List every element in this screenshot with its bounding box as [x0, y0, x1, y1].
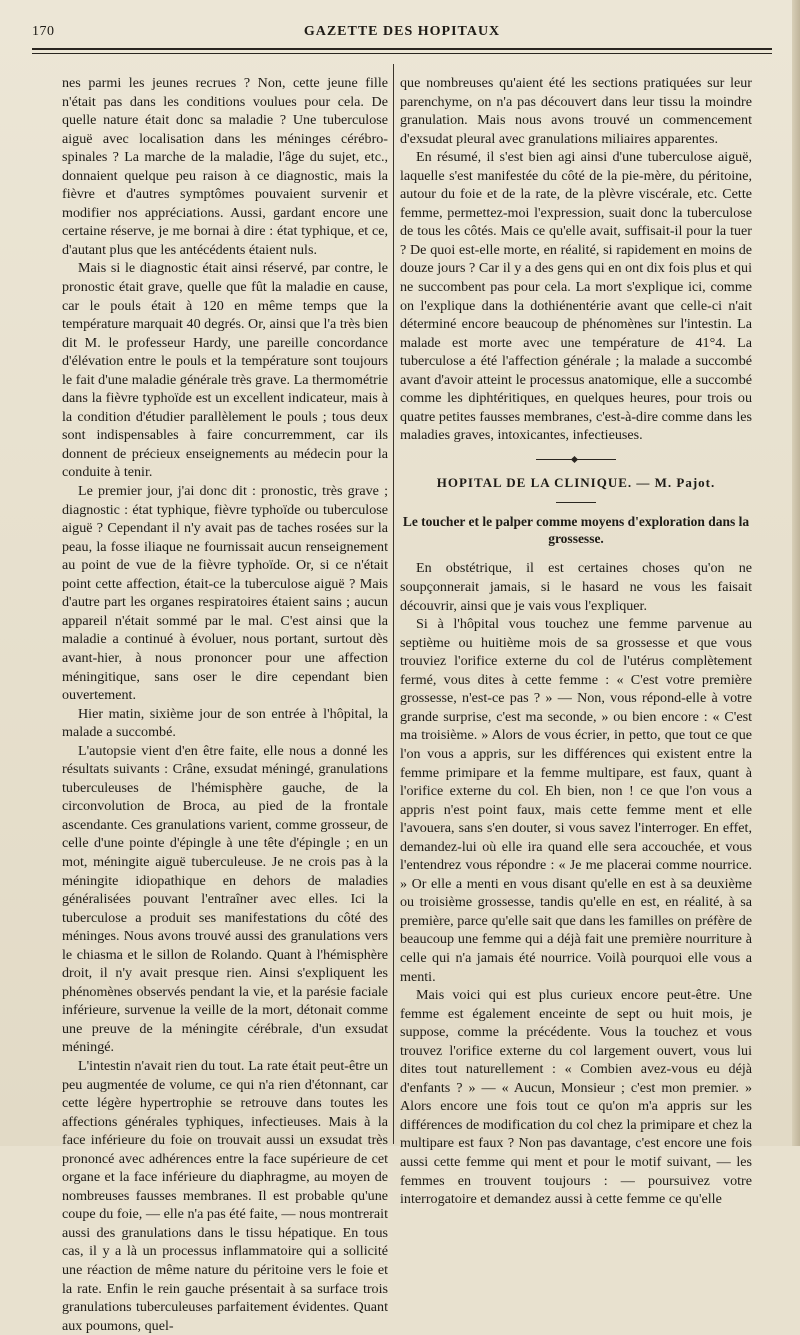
article-title: Le toucher et le palper comme moyens d'exploration dans la grossesse. — [402, 514, 750, 547]
column-divider — [393, 64, 394, 1144]
paragraph: Mais si le diagnostic était ainsi réservé, par contre, le pronostic était grave, quelle que fût la maladie en cause, car le pouls était à 120 en même temps que la température marquait 40 degrés. Or, ainsi que l'a très bien dit M. le professeur Hardy, une pareille concordance d'élévation entre le pouls et la température sont toujours le fait d'une maladie générale très grave. La thermométrie dans la fièvre typhoïde est un excellent indicateur, mais à la condition d'étudier parallèlement le pouls ; tous deux sont indispensables à faire concurremment, car ils donnent de précieux enseignements au médecin pour la conduite à tenir. — [62, 260, 388, 481]
heading-rule — [556, 502, 596, 503]
paragraph: L'intestin n'avait rien du tout. La rate était peut-être un peu augmentée de volume, ce qui n'a rien d'étonnant, car cette légère hypertrophie se retrouve dans toutes les affections générales typhiques, infectieuses. Mais à la face inférieure du foie on trouvait aussi un exsudat très prononcé avec adhérences entre la face supérieure de cet organe et la face inférieure du diaphragme, au moyen de nombreuses fausses membranes. Il est probable qu'une coupe du foie, — elle n'a pas été faite, — nous montrerait aussi des granulations dans le tissu hépatique. En tous cas, il y a là un processus inflammatoire qui a sollicité une réaction de même nature du péritoine vers le foie et la rate. Enfin le rein gauche présentait à sa surface trois granulations tuberculeuses parfaitement évidentes. Quant aux poumons, quel- — [62, 1057, 388, 1334]
paragraph: En résumé, il s'est bien agi ainsi d'une tuberculose aiguë, laquelle s'est manifestée du côté de la pie-mère, du péritoine, autour du foie et de la rate, de la plèvre viscérale, etc. Cette femme, permettez-moi l'expression, suait donc la tuberculose de tous les côtés. Mais ce qu'elle avait, suffisait-il pour la tuer ? De quoi est-elle morte, en réalité, si rapidement en moins de douze jours ? Car il y a des gens qui en ont dix fois plus et qui ne succombent pas pour cela. La mort s'explique ici, comme on l'explique dans la dothiénentérie avant que celle-ci n'ait déterminé encore beaucoup de phénomènes sur l'intestin. La malade est morte avec une température de 41°4. La tuberculose a été l'affection générale ; la malade a succombé avant d'avoir atteint le processus anatomique, elle a succombé comme les diphtéritiques, en quelques heures, pour trois ou quatre petites fausses membranes, c'est-à-dire comme dans les maladies graves, intoxicantes, infectieuses. — [400, 149, 752, 444]
paragraph: Mais voici qui est plus curieux encore peut-être. Une femme est également enceinte de sept ou huit mois, je suppose, comme la précédente. Vous la touchez et vous trouvez l'orifice externe du col largement ouvert, vous lui dites tout naturellement : « Combien avez-vous eu déjà d'enfants ? » — « Aucun, Monsieur ; c'est mon premier. » Alors encore une fois tout ce qu'on m'a appris sur les différences de modification du col chez la primipare et chez la multipare est faux ? Non pas davantage, c'est encore une fois aussi cette femme qui ment et pour le motif suivant, — les femmes en trouvent toujours : — poursuivez votre interrogatoire et demandez aussi à cette femme ce qu'elle — [400, 987, 752, 1208]
paragraph: Le premier jour, j'ai donc dit : pronostic, très grave ; diagnostic : état typhique, fièvre typhoïde ou tuberculose aiguë ? Cependant il n'y avait pas de taches rosées sur la peau, la fosse iliaque ne fournissait aucun renseignement au point de vue de la fièvre typhoïde. Or, si ce n'était point cette affection, était-ce la tuberculose aiguë ? Mais d'autre part les organes respiratoires étaient sains ; aucun appareil n'était sommé par le mal. C'est ainsi que la maladie a continué à évoluer, nous portant, surtout dès avant-hier, à nous prononcer pour une affection méningitique, sans oser le dire cependant bien ouvertement. — [62, 483, 388, 704]
page-edge — [792, 0, 800, 1146]
page-number: 170 — [32, 24, 55, 39]
paragraph: L'autopsie vient d'en être faite, elle nous a donné les résultats suivants : Crâne, exsudat méningé, granulations tuberculeuses de l'hémisphère gauche, de la circonvolution de Broca, au pied de la frontale ascendante. Ces granulations varient, comme grosseur, de celle d'une pointe d'épingle à une tête d'épingle ; en un mot, méningite aiguë tuberculeuse. Je ne crois pas à la méningite idiopathique en dehors de maladies généralisées pouvant l'entraîner avec elles. Ici la tuberculose a produit ses manifestations du côté des méninges. Nous avons trouvé aussi des granulations vers le chiasma et le sillon de Rolando. Quant à l'hémisphère droit, il n'y avait presque rien. Ainsi s'expliquent les phénomènes observés pendant la vie, et la parésie faciale inférieure, survenue la veille de la mort, détonait comme une preuve de la méningite cérébrale, d'un exsudat méningé. — [62, 742, 388, 1056]
paragraph: que nombreuses qu'aient été les sections pratiquées sur leur parenchyme, on n'a pas découvert dans leur tissu la moindre granulation. Mais nous avons trouvé un commencement d'exsudat pleural avec granulations miliaires apparentes. — [400, 75, 752, 147]
right-column — [400, 74, 752, 1209]
page-header — [32, 20, 772, 48]
paragraph: Si à l'hôpital vous touchez une femme parvenue au septième ou huitième mois de sa grossesse et que vous trouviez l'orifice externe du col de l'utérus complètement fermé, vous dites à cette femme : « C'est votre première grossesse, n'est-ce pas ? » — Non, vous répond-elle à votre grande surprise, c'est ma seconde, » ou bien encore : « C'est ma troisième. » Alors de vous écrier, in petto, que tout ce que l'on vous a appris, sur les différences qui existent entre la femme primipare et la femme multipare, est faux, quant à l'orifice externe du col. Eh bien, non ! ce que l'on vous a appris n'est point faux, mais cette femme ment et elle l'avouera, sans s'en douter, si vous savez l'interroger. En effet, demandez-lui où elle ira quand elle sera accouchée, et vous l'entendrez vous répondre : « Je me placerai comme nourrice. » Or elle a menti en vous disant qu'elle en est à sa deuxième ou troisième grossesse, tandis qu'elle en est, en réalité, à sa première, parce qu'elle sait que dans les familles on préfère de beaucoup une femme qui a déjà fait une première nourriture à celle qui n'a jamais été nourrice. Voilà pourquoi elle vous a menti. — [400, 616, 752, 985]
section-heading: HOPITAL DE LA CLINIQUE. — M. Pajot. — [436, 474, 716, 490]
paragraph: En obstétrique, il est certaines choses qu'on ne soupçonnerait jamais, si le hasard ne vous les faisait découvrir, ainsi que je vais vous l'expliquer. — [400, 560, 752, 614]
section-separator — [536, 459, 616, 462]
header-rule — [32, 48, 772, 54]
paragraph: nes parmi les jeunes recrues ? Non, cette jeune fille n'était pas dans les conditions voulues pour cela. De quelle nature était donc sa maladie ? Une tuberculose aiguë avec localisation dans les méninges cérébro-spinales ? La marche de la maladie, l'âge du sujet, etc., donnaient quelque peu raison à ce diagnostic, mais la fièvre et d'autres symptômes pouvaient survenir et modifier nos appréciations. Aussi, gardant encore une certaine réserve, je me bornai à dire : état typhique, et ce, d'autant plus que les antécédents étaient nuls. — [62, 75, 388, 258]
running-title: GAZETTE DES HOPITAUX — [303, 24, 501, 39]
paragraph: Hier matin, sixième jour de son entrée à l'hôpital, la malade a succombé. — [62, 705, 388, 741]
